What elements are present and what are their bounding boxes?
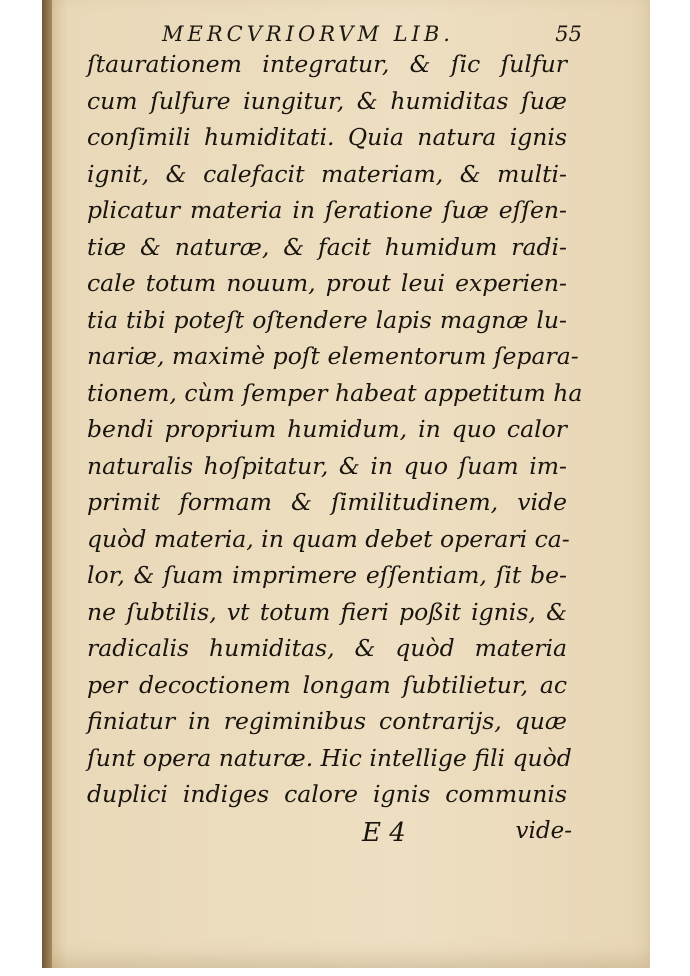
text-line: radicalis humiditas, & quòd materia bbox=[87, 634, 567, 662]
text-line: lor, & ſuam imprimere eſſentiam, ſit be- bbox=[87, 561, 567, 589]
text-line: ſtaurationem integratur, & ſic ſulfur bbox=[87, 50, 567, 78]
text-line: cale totum nouum, prout leui experien- bbox=[87, 269, 567, 297]
text-line: conſimili humiditati. Quia natura ignis bbox=[87, 123, 567, 151]
text-line: ſunt opera naturæ. Hic intellige fili quòd bbox=[87, 743, 572, 772]
text-line: ignit, & calefacit materiam, & multi- bbox=[87, 159, 567, 188]
running-header bbox=[162, 22, 582, 46]
text-line: finiatur in regiminibus contrarijs, quæ bbox=[87, 707, 567, 735]
text-line: naturalis hoſpitatur, & in quo ſuam im- bbox=[87, 451, 567, 480]
signature-mark: E 4 bbox=[362, 818, 406, 848]
text-line: bendi proprium humidum, in quo calor bbox=[87, 415, 567, 443]
text-line: primit formam & ſimilitudinem, vide bbox=[87, 488, 567, 516]
catchword: vide- bbox=[515, 818, 572, 844]
text-line: nariæ, maximè poſt elementorum ſepara- bbox=[87, 342, 579, 370]
running-title: MERCVRIORVM LIB. bbox=[162, 22, 454, 46]
text-line: tionem, cùm ſemper habeat appetitum ha bbox=[87, 378, 583, 407]
text-line: ne ſubtilis, vt totum fieri poßit ignis, & bbox=[87, 597, 567, 626]
text-line: duplici indiges calore ignis communis bbox=[87, 780, 567, 808]
body-text bbox=[87, 46, 583, 813]
text-line: plicatur materia in ſeratione ſuæ eſſen- bbox=[87, 196, 567, 224]
text-line: quòd materia, in quam debet operari ca- bbox=[87, 524, 570, 553]
text-line: per decoctionem longam ſubtilietur, ac bbox=[87, 670, 567, 699]
text-line: tiæ & naturæ, & facit humidum radi- bbox=[87, 232, 567, 261]
page-binding-edge bbox=[42, 0, 52, 968]
text-line: cum ſulfure iungitur, & humiditas ſuæ bbox=[87, 86, 567, 115]
page-number: 55 bbox=[555, 22, 582, 46]
book-page bbox=[42, 0, 650, 968]
text-line: tia tibi poteſt oſtendere lapis magnæ lu- bbox=[87, 305, 567, 334]
